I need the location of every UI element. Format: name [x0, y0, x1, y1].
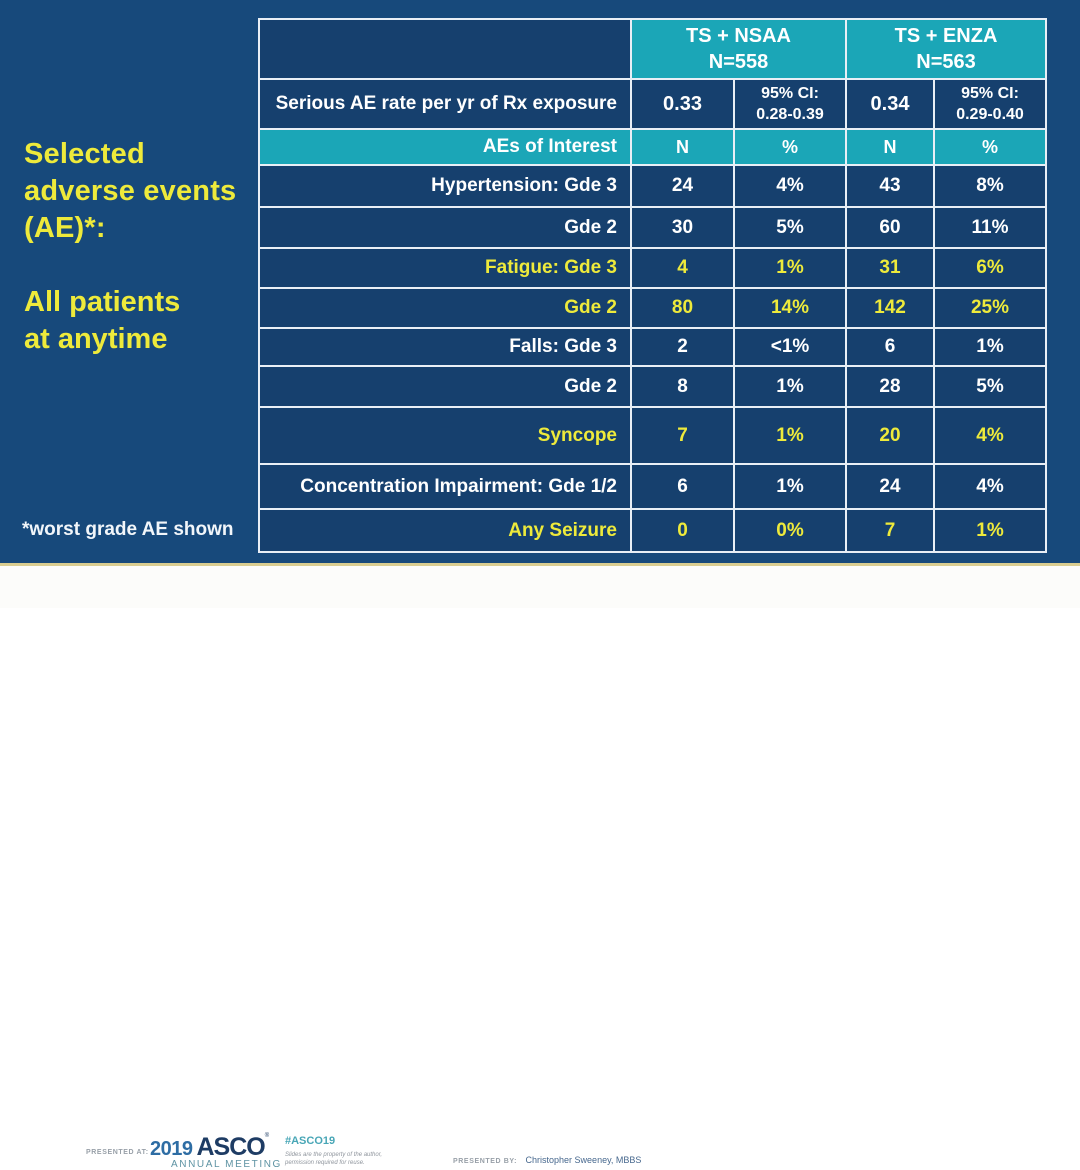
cell-pct-enza: 4%	[934, 407, 1046, 464]
cell-n-nsaa: 6	[631, 464, 734, 509]
row-label: Concentration Impairment: Gde 1/2	[259, 464, 631, 509]
cell-pct-enza: 25%	[934, 288, 1046, 328]
cell-pct-enza: 1%	[934, 509, 1046, 552]
cell-n-enza: 31	[846, 248, 934, 288]
cell-pct-enza: 5%	[934, 366, 1046, 407]
slide-subtitle	[24, 284, 180, 358]
row-label: Gde 2	[259, 288, 631, 328]
cell-n-enza: 142	[846, 288, 934, 328]
serious-ae-label: Serious AE rate per yr of Rx exposure	[259, 79, 631, 129]
row-label: Hypertension: Gde 3	[259, 165, 631, 207]
cell-n-nsaa: 8	[631, 366, 734, 407]
logo-year: 2019	[150, 1138, 193, 1160]
subtitle-line: at anytime	[24, 323, 168, 355]
cell-n-nsaa: 2	[631, 328, 734, 366]
cell-n-nsaa: 30	[631, 207, 734, 248]
footnote: *worst grade AE shown	[22, 519, 234, 540]
cell-n-enza: 43	[846, 165, 934, 207]
cell-pct-nsaa: 1%	[734, 464, 846, 509]
row-label: Fatigue: Gde 3	[259, 248, 631, 288]
cell-n-enza: 24	[846, 464, 934, 509]
cell-pct-nsaa: 4%	[734, 165, 846, 207]
table-row	[259, 366, 1046, 407]
serious-ci-enza	[934, 79, 1046, 129]
cell-pct-enza: 1%	[934, 328, 1046, 366]
ci-line: 95% CI:	[761, 85, 819, 102]
cell-pct-nsaa: 0%	[734, 509, 846, 552]
disclaimer-text	[285, 1151, 382, 1167]
cell-pct-enza: 6%	[934, 248, 1046, 288]
table-row	[259, 207, 1046, 248]
table-row	[259, 407, 1046, 464]
cell-pct-nsaa: 14%	[734, 288, 846, 328]
footer-strip	[0, 566, 1080, 1170]
group-name: TS + NSAA	[685, 25, 792, 47]
table-row	[259, 288, 1046, 328]
cell-n-nsaa: 4	[631, 248, 734, 288]
row-label: Syncope	[259, 407, 631, 464]
logo-subtitle: ANNUAL MEETING	[171, 1159, 282, 1170]
row-label: Gde 2	[259, 207, 631, 248]
serious-rate-nsaa: 0.33	[631, 79, 734, 129]
group-header-row	[259, 19, 1046, 79]
title-line: adverse events	[24, 175, 237, 207]
cell-n-enza: 6	[846, 328, 934, 366]
serious-ae-row	[259, 79, 1046, 129]
cell-n-enza: 60	[846, 207, 934, 248]
hashtag: #ASCO19	[285, 1135, 336, 1147]
ci-line: 95% CI:	[961, 85, 1019, 102]
group-name: TS + ENZA	[894, 25, 998, 47]
disclaimer-line: Slides are the property of the author,	[285, 1152, 383, 1158]
serious-rate-enza: 0.34	[846, 79, 934, 129]
title-line: (AE)*:	[24, 212, 106, 244]
table-row	[259, 328, 1046, 366]
table-row	[259, 509, 1046, 552]
row-label: Any Seizure	[259, 509, 631, 552]
row-label: Falls: Gde 3	[259, 328, 631, 366]
presented-by	[453, 1150, 641, 1168]
table-row	[259, 464, 1046, 509]
col-header-n: N	[631, 129, 734, 165]
table-row	[259, 248, 1046, 288]
col-header-pct: %	[734, 129, 846, 165]
ci-line: 0.28-0.39	[756, 106, 824, 123]
disclaimer-line: permission required for reuse.	[285, 1160, 365, 1166]
title-line: Selected	[24, 138, 145, 170]
slide-body	[0, 0, 1080, 563]
adverse-events-table	[258, 18, 1047, 553]
presented-by-label: PRESENTED BY:	[453, 1158, 518, 1165]
empty-corner-cell	[259, 19, 631, 79]
cell-pct-nsaa: <1%	[734, 328, 846, 366]
group-n: N=563	[916, 51, 976, 73]
cell-n-nsaa: 24	[631, 165, 734, 207]
cell-n-nsaa: 7	[631, 407, 734, 464]
row-label: Gde 2	[259, 366, 631, 407]
logo-org: ASCO	[196, 1133, 265, 1161]
cell-pct-enza: 11%	[934, 207, 1046, 248]
cell-pct-enza: 8%	[934, 165, 1046, 207]
col-header-pct: %	[934, 129, 1046, 165]
col-header-n: N	[846, 129, 934, 165]
subtitle-line: All patients	[24, 286, 181, 318]
aes-of-interest-label: AEs of Interest	[259, 129, 631, 165]
presenter-name: Christopher Sweeney, MBBS	[525, 1155, 642, 1165]
group-header-enza	[846, 19, 1046, 79]
group-n: N=558	[708, 51, 769, 73]
ci-line: 0.29-0.40	[956, 106, 1024, 123]
asco-logo	[150, 1133, 282, 1170]
cell-n-enza: 28	[846, 366, 934, 407]
cell-pct-nsaa: 1%	[734, 366, 846, 407]
serious-ci-nsaa	[734, 79, 846, 129]
group-header-nsaa	[631, 19, 846, 79]
cell-pct-enza: 4%	[934, 464, 1046, 509]
aes-of-interest-header-row	[259, 129, 1046, 165]
slide-title	[24, 136, 236, 247]
cell-n-nsaa: 0	[631, 509, 734, 552]
cell-n-enza: 20	[846, 407, 934, 464]
table-row	[259, 165, 1046, 207]
cell-n-nsaa: 80	[631, 288, 734, 328]
cell-pct-nsaa: 1%	[734, 248, 846, 288]
cell-pct-nsaa: 1%	[734, 407, 846, 464]
cell-n-enza: 7	[846, 509, 934, 552]
registered-mark-icon: ®	[264, 1133, 270, 1139]
cell-pct-nsaa: 5%	[734, 207, 846, 248]
presented-at-label: PRESENTED AT:	[86, 1149, 149, 1156]
